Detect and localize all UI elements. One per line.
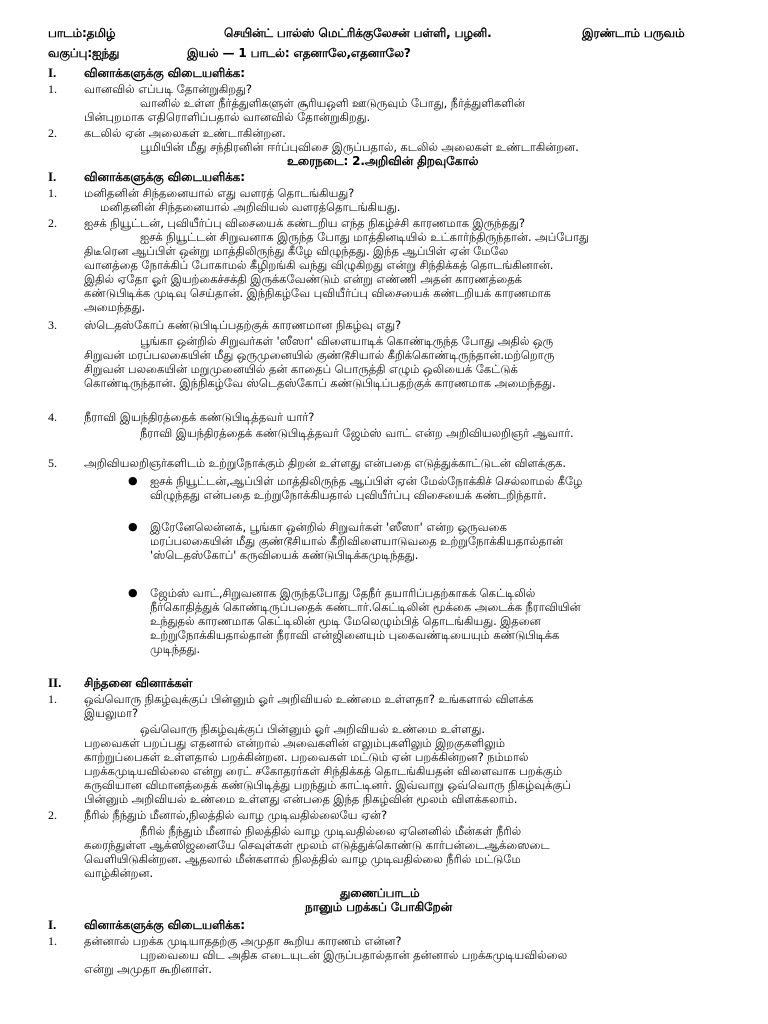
section-roman: I. <box>48 169 57 184</box>
answer-line: பூமியின் மீது சந்திரனின் ஈர்ப்புவிசை இருப்பதால், கடலில் அலைகள் உண்டாகின்றன. <box>140 140 579 154</box>
section-roman: II. <box>48 675 62 690</box>
answer-line: புறவையை விட அதிக எடையுடன் இருப்பதால்தான் தன்னால் பறக்கமுடியவில்லை <box>140 948 568 962</box>
question-number: 1. <box>48 186 57 200</box>
lesson-heading: உரைநடை: 2.அறிவின் திறவுகோல் <box>287 154 479 168</box>
bullet-dot: ● <box>128 586 138 599</box>
lesson-title: இயல் — 1 பாடல்: எதனாலே,எதனாலே? <box>187 46 411 60</box>
answer-line: நீராவி இயந்திரத்தைக் கண்டுபிடித்தவர் ஜேம்ஸ் வாட் என்ற அறிவியலறிஞர் ஆவார். <box>140 426 574 440</box>
question-number: 3. <box>48 318 57 332</box>
answer-line: ஐசக் நியூட்டன் சிறுவனாக இருந்த போது மாத்தினடியில் உட்கார்ந்திருந்தான். அப்போது <box>140 230 589 244</box>
question-number: 4. <box>48 410 57 424</box>
question-text: நீரில் நீந்தும் மீனால்,நிலத்தில் வாழ முடிவதில்லையே ஏன்? <box>84 808 387 822</box>
answer-line: கண்டுபிடிக்க முடிவு செய்தான். இந்நிகழ்வே புவியீர்ப்பு விசையைக் கண்டறியக் காரணமாக <box>84 286 551 300</box>
section-roman: I. <box>48 917 57 932</box>
bullet-line: ஐசக் நியூட்டன்,ஆப்பிள் மாத்திலிருந்த ஆப்பிள் ஏன் மேல்நோக்கிச் செல்லாமல் கீழே <box>150 474 583 488</box>
question-text: தன்னால் பறக்க முடியாததற்கு அமுதா கூறிய காரணம் என்ன? <box>84 934 402 948</box>
answer-line: இதில் ஏதோ ஓர் இயற்கைச்சக்தி இருக்கவேண்டும் என்று எண்ணி அதன் காரணத்தைக் <box>84 272 522 286</box>
answer-line: வானில் உள்ள நீர்த்துளிகளுள் சூரியஒளி ஊடுருவும் போது, நீர்த்துளிகளின் <box>140 96 525 110</box>
supplementary-subtitle: நானும் பறக்கப் போகிறேன் <box>305 900 453 914</box>
answer-line: கரைந்துள்ள ஆக்ஸிஜனையே செவுள்கள் மூலம் எடுத்துக்கொண்டு கார்பன்டைஆக்ஸைடை <box>84 838 550 852</box>
bullet-line: மரப்பலகையின் மீது குண்டூசியால் கீறிவிளையாடுவதை உற்றுநோக்கியதால்தான் <box>150 534 564 548</box>
question-number: 2. <box>48 126 57 140</box>
answer-line: சிறுவன் மரப்பலகையின் மீது ஒருமுனையில் குண்டூசியால் கீறிக்கொண்டிருந்தான்.மற்றொரு <box>84 348 555 362</box>
bullet-line: இரேனேலென்னக், பூங்கா ஒன்றில் சிறுவர்கள் 'ஸீஸா' என்ற ஒருவகை <box>150 520 507 534</box>
question-text: வானவில் எப்படி தோன்றுகிறது? <box>84 82 252 96</box>
answer-line: வானத்தை நோக்கிப் போகாமல் கீழிறங்கி வந்து விழுகிறது என்று சிந்திக்கத் தொடங்கினான். <box>84 258 554 272</box>
section-heading: சிந்தனை வினாக்கள் <box>84 676 193 690</box>
answer-line: பறக்கமுடியவில்லை என்று ரைட் சகோதரர்கள் சிந்திக்கத் தொடங்கியதன் விளைவாக பறக்கும் <box>84 764 563 778</box>
question-number: 2. <box>48 808 57 822</box>
school-name: செயின்ட் பால்ஸ் மெட்ரிக்குலேசன் பள்ளி, பழனி. <box>224 26 492 40</box>
question-text: மனிதனின் சிந்தனையால் எது வளரத் தொடங்கியது? <box>84 186 355 200</box>
bullet-dot: ● <box>128 474 138 487</box>
question-text: இயலுமா? <box>84 706 138 720</box>
bullet-line: விழுந்தது என்பதை உற்றுநோக்கியதால் புவியீர்ப்பு விசையைக் கண்டறிந்தார். <box>150 488 547 502</box>
question-text: ஐசக் நியூட்டன், புவியீர்ப்பு விசையைக் கண்டறிய எந்த நிகழ்ச்சி காரணமாக இருந்தது? <box>84 216 525 230</box>
term-label: இரண்டாம் பருவம் <box>582 26 685 40</box>
section-heading: வினாக்களுக்கு விடையளிக்க: <box>84 918 245 932</box>
question-number: 2. <box>48 216 57 230</box>
answer-line: சிறுவன் பலகையின் மறுமுனையில் தன் காதைப் பொருத்தி எழும் ஒலியைக் கேட்டுக் <box>84 362 518 376</box>
answer-line: அமைந்தது. <box>84 300 146 314</box>
answer-line: கருவியான விமானத்தைக் கண்டுபிடித்து பறந்தும் காட்டினர். இவ்வாறு ஒவ்வொரு நிகழ்வுக்குப் <box>84 778 571 792</box>
answer-line: திடீரென ஆப்பிள் ஒன்று மாத்திலிருந்து கீழே விழுந்தது. இந்த ஆப்பிள் ஏன் மேலே <box>84 244 509 258</box>
answer-line: என்று அமுதா கூறினாள். <box>84 962 212 976</box>
subject-label: பாடம்:தமிழ் <box>48 26 116 40</box>
answer-line: பறவைகள் பறப்பது எதனால் என்றால் அவைகளின் எலும்புகளிலும் இறகுகளிலும் <box>84 736 505 750</box>
question-number: 1. <box>48 692 57 706</box>
answer-line: பின்புறமாக எதிரொளிப்பதால் வானவில் தோன்றுகிறது. <box>84 110 371 124</box>
bullet-line: முடிந்தது. <box>150 642 200 656</box>
question-text: ஸ்டெதஸ்கோப் கண்டுபிடிப்பதற்குக் காரணமான நிகழ்வு எது? <box>84 318 402 332</box>
answer-line: பூங்கா ஒன்றில் சிறுவர்கள் 'ஸீஸா' விளையாடிக் கொண்டிருந்த போது அதில் ஒரு <box>140 334 554 348</box>
bullet-dot: ● <box>128 520 138 533</box>
bullet-line: ஜேம்ஸ் வாட்,சிறுவனாக இருந்தபோது தேநீர் தயாரிப்பதற்காகக் கெட்டிலில் <box>150 586 536 600</box>
bullet-line: உற்றுநோக்கியதால்தான் நீராவி என்ஜினையும் புகைவண்டியையும் கண்டுபிடிக்க <box>150 628 560 642</box>
supplementary-title: துணைப்பாடம் <box>340 886 420 900</box>
class-label: வகுப்பு:ஐந்து <box>48 46 120 60</box>
bullet-line: உந்துதல் காரணமாக கெட்டிலின் மூடி மேலெழும்பித் தொடங்கியது. இதனை <box>150 614 541 628</box>
question-text: கடலில் ஏன் அலைகள் உண்டாகின்றன. <box>84 126 286 140</box>
answer-line: நீரில் நீந்தும் மீனால் நிலத்தில் வாழ முடிவதில்லை ஏனெனில் மீன்கள் நீரில் <box>140 824 522 838</box>
question-number: 1. <box>48 934 57 948</box>
section-roman: I. <box>48 65 57 80</box>
section-heading: வினாக்களுக்கு விடையளிக்க: <box>84 66 245 80</box>
section-heading: வினாக்களுக்கு விடையளிக்க: <box>84 170 245 184</box>
answer-line: வெளியிடுகின்றன. ஆதலால் மீன்களால் நிலத்தில் வாழ முடிவதில்லை நீரில் மட்டுமே <box>84 852 521 866</box>
question-number: 1. <box>48 82 57 96</box>
answer-line: மனிதனின் சிந்தனையால் அறிவியல் வளரத்தொடங்கியது. <box>100 200 401 214</box>
answer-line: வாழ்கின்றன. <box>84 866 153 880</box>
question-number: 5. <box>48 456 57 470</box>
answer-line: பின்னும் அறிவியல் உண்மை உள்ளது என்பதை இந்த நிகழ்வின் மூலம் விளக்கலாம். <box>84 792 518 806</box>
answer-line: ஒவ்வொரு நிகழ்வுக்குப் பின்னும் ஓர் அறிவியல் உண்மை உள்ளது. <box>140 722 485 736</box>
bullet-line: 'ஸ்டெதஸ்கோப்' கருவியைக் கண்டுபிடிக்கமுடிந்தது. <box>150 548 419 562</box>
question-text: நீராவி இயந்திரத்தைக் கண்டுபிடித்தவர் யார்? <box>84 410 315 424</box>
answer-line: காற்றுப்பைகள் உள்ளதால் பறக்கின்றன. பறவைகள் மட்டும் ஏன் பறக்கின்றன? நம்மால் <box>84 750 529 764</box>
question-text: ஒவ்வொரு நிகழ்வுக்குப் பின்னும் ஓர் அறிவியல் உண்மை உள்ளதா? உங்களால் விளக்க <box>84 692 534 706</box>
bullet-line: நீர்கொதித்துக் கொண்டிருப்பதைக் கண்டார்.கெட்டிலின் மூக்கை அடைக்க நீராவியின் <box>150 600 581 614</box>
question-text: அறிவியலறிஞர்களிடம் உற்றுநோக்கும் திறன் உள்ளது என்பதை எடுத்துக்காட்டுடன் விளக்குக. <box>84 456 566 470</box>
answer-line: கொண்டிருந்தான். இந்நிகழ்வே ஸ்டெதஸ்கோப் கண்டுபிடிப்பதற்குக் காரணமாக அமைந்தது. <box>84 376 556 390</box>
